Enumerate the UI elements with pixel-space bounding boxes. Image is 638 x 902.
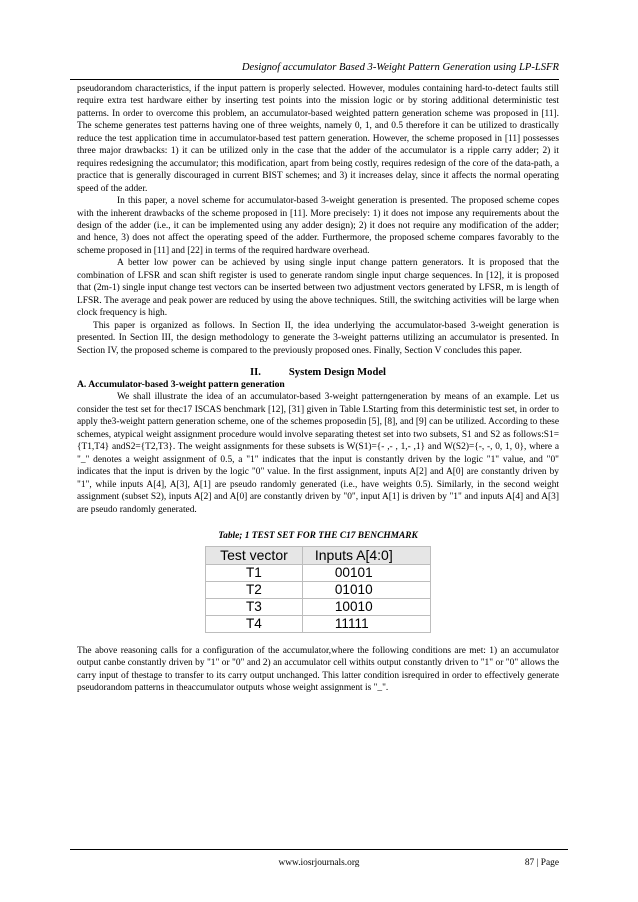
paragraph: This paper is organized as follows. In Section II, the idea underlying the accumulator-based 3-weight generation is presented. In Section III, the design methodology to generate the 3-weight patterns utilizing an accumulator is presented. In Section IV, the proposed scheme is compared to the previously proposed ones. Finally, Section V concludes this paper. [77,320,559,356]
section-heading [77,366,559,379]
paragraph: A better low power can be achieved by using single input change pattern generators. It is proposed that the combination of LFSR and scan shift register is used to generate random single input charge sequences. In [12], it is proposed that (2m-1) single input change test vectors can be inserted between two adjustment vectors generated by LFSR, m is length of LFSR. The average and peak power are reduced by using the above techniques. Still, the switching activities will be large when clock frequency is high. [77,258,559,319]
table-cell: T1 [206,565,303,582]
table-cell: T2 [206,582,303,599]
paragraph: In this paper, a novel scheme for accumulator-based 3-weight generation is presented. The proposed scheme copes with the inherent drawbacks of the scheme proposed in [11]. More precisely: 1) it does not impose any requirements about the design of the adder (i.e., it can be implemented using any adder design); 2) it does not require any modification of the adder; and hence, 3) does not affect the operating speed of the adder. Furthermore, the proposed scheme compares favorably to the scheme proposed in [11] and [22] in terms of the required hardware overhead. [77,196,559,256]
running-header: Designof accumulator Based 3-Weight Pattern Generation using LP-LSFR [241,62,559,73]
table-header-cell: Inputs A[4:0] [302,547,430,565]
subsection-heading: A. Accumulator-based 3-weight pattern generation [77,378,285,390]
section-title: System Design Model [288,366,386,378]
paragraph: pseudorandom characteristics, if the input pattern is properly selected. However, modules containing hard-to-detect faults still require extra test hardware either by inserting test points into the mission logic or by storing additional deterministic test patterns. In order to overcome this problem, an accumulator-based weighted pattern generation scheme was proposed in [11]. The scheme generates test patterns having one of three weights, namely 0, 1, and 0.5 therefore it can be utilized to drastically reduce the test application time in accumulator-based test pattern generation. However, the scheme proposed in [11] possesses three major drawbacks: 1) it can be utilized only in the case that the adder of the accumulator is a ripple carry adder; 2) it requires redesigning the accumulator; this modification, apart from being costly, requires redesign of the core of the data-path, a practice that is generally discouraged in current BIST schemes; and 3) it increases delay, since it affects the normal operating speed of the adder. [77,84,559,194]
footer-page-number: 87 | Page [524,858,559,868]
paragraph: The above reasoning calls for a configuration of the accumulator,where the following conditions are met: 1) an accumulator output canbe constantly driven by "1" or "0" and 2) an accumulator cell withits output constantly driven to "1" or "0" allows the carry input of thestage to transfer to its carry output unchanged. This latter condition isrequired in order to effectively generate pseudorandom patterns in theaccumulator outputs whose weight assignment is "_". [77,646,559,694]
table-row [206,616,431,633]
body-text [77,83,559,695]
table-cell: 01010 [302,582,430,599]
table-caption: Table; 1 TEST SET FOR THE C17 BENCHMARK [218,531,418,541]
header-rule [70,79,559,80]
table-row [206,565,431,582]
table-header-cell: Test vector [206,547,303,565]
footer-rule [70,849,568,850]
table-header-row [206,547,431,565]
table-row [206,599,431,616]
table-cell: 11111 [302,616,430,633]
test-set-table [205,546,431,633]
section-number: II. [249,366,261,378]
table-cell: T4 [206,616,303,633]
table-cell: 00101 [302,565,430,582]
paragraph: We shall illustrate the idea of an accumulator-based 3-weight patterngeneration by means of an example. Let us consider the test set for thec17 ISCAS benchmark [12], [31] given in Table I.Starting from this deterministic test set, in order to apply the3-weight pattern generation scheme, one of the schemes proposedin [5], [8], and [9] can be utilized. According to these schemes, atypical weight assignment procedure would involve separating thetest set into two subsets, S1 and S2 as follows:S1={T1,T4} andS2={T2,T3}. The weight assignments for these subsets is W(S1)={- ,- , 1,- ,1} and W(S2)={-, -, 0, 1, 0}, where a "_" denotes a weight assignment of 0.5, a "1" indicates that the input is constantly driven by the logic "1" value, and "0" indicates that the input is driven by the logic "0" value. In the first assignment, inputs A[2] and A[0] are constantly driven by "1", while inputs A[4], A[3], A[1] are pseudo randomly generated (i.e., have weights 0.5). Similarly, in the second weight assignment (subset S2), inputs A[2] and A[0] are constantly driven by "0", input A[1] is driven by "1" and inputs A[4] and A[3] are pseudo randomly generated. [77,392,559,515]
table-cell: 10010 [302,599,430,616]
footer-site: www.iosrjournals.org [278,858,360,868]
table-row [206,582,431,599]
table-cell: T3 [206,599,303,616]
